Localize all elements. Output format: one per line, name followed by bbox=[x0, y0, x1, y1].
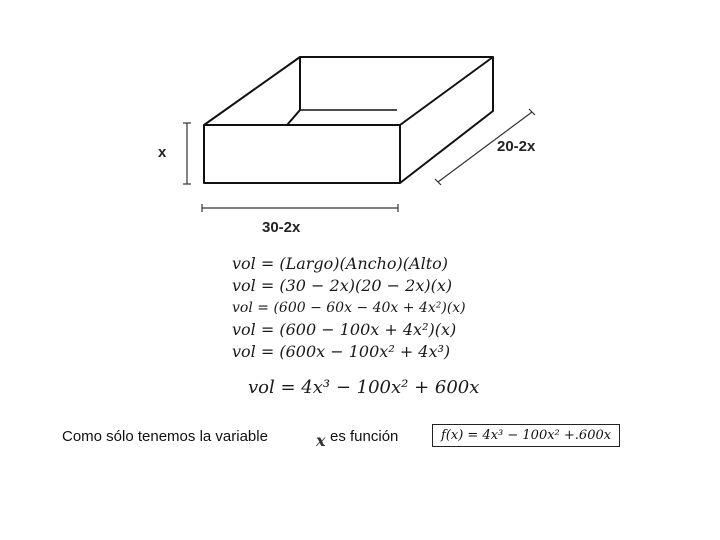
box-right-side bbox=[400, 57, 493, 183]
equation-line-5: vol = (600x − 100x² + 4x³) bbox=[232, 342, 451, 361]
function-box: f(x) = 4x³ − 100x² +.600x bbox=[432, 424, 620, 447]
box-front-face bbox=[204, 125, 400, 183]
variable-x: x bbox=[316, 431, 326, 450]
caption-end: es función bbox=[330, 428, 399, 445]
caption-start: Como sólo tenemos la variable bbox=[62, 428, 268, 445]
equation-line-1: vol = (Largo)(Ancho)(Alto) bbox=[232, 254, 448, 273]
height-label: x bbox=[158, 144, 167, 161]
equation-line-4: vol = (600 − 100x + 4x²)(x) bbox=[232, 320, 457, 339]
depth-label: 20-2x bbox=[497, 138, 536, 155]
equation-line-2: vol = (30 − 2x)(20 − 2x)(x) bbox=[232, 276, 453, 295]
box-top-rim bbox=[204, 57, 493, 125]
volume-result: vol = 4x³ − 100x² + 600x bbox=[248, 377, 480, 398]
width-label: 30-2x bbox=[262, 219, 301, 236]
equation-line-3: vol = (600 − 60x − 40x + 4x²)(x) bbox=[232, 300, 466, 316]
box-inner-edges bbox=[287, 57, 300, 125]
